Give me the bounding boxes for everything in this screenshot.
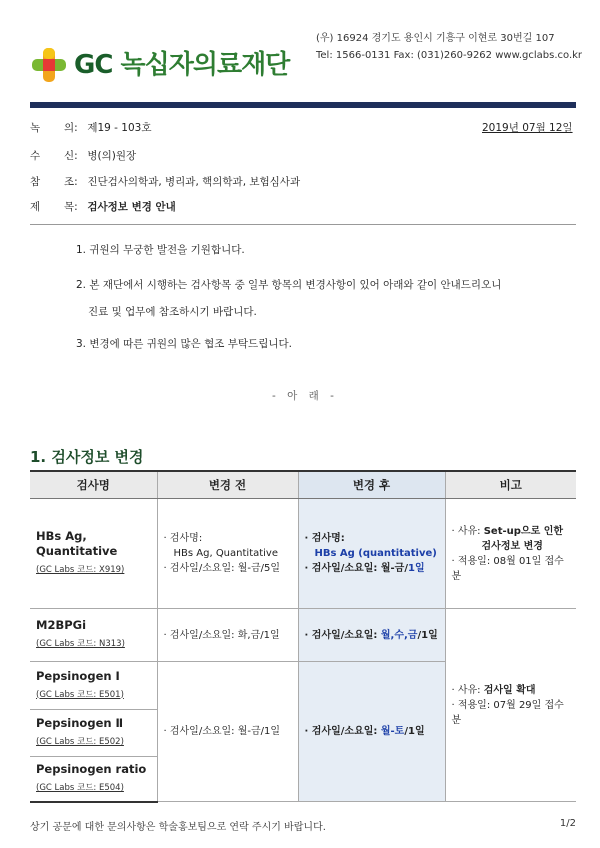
test-name-cell bbox=[30, 757, 157, 802]
test-code: (GC Labs 코드: E501) bbox=[36, 689, 124, 700]
recipient: 병(의)원장 bbox=[87, 150, 137, 162]
note-label: · 사유: bbox=[451, 684, 484, 696]
header-before: 변경 전 bbox=[157, 471, 298, 499]
after-line-highlight: HBs Ag (quantitative) bbox=[314, 548, 437, 559]
test-name: HBs Ag, Quantitative bbox=[36, 529, 118, 558]
doc-number: 제19 - 103호 bbox=[87, 122, 152, 134]
after-line-highlight: 1일 bbox=[408, 563, 425, 574]
after-line-highlight: 월-토 bbox=[380, 726, 405, 737]
before-cell bbox=[157, 499, 298, 609]
gc-logo bbox=[30, 40, 290, 84]
after-line: /1일 bbox=[417, 629, 438, 641]
recipient-key: 수 bbox=[30, 150, 41, 162]
note-cell bbox=[445, 499, 576, 609]
reference-key: 참 bbox=[30, 176, 41, 188]
footer-text: 상기 공문에 대한 문의사항은 학술홍보팀으로 연락 주시기 바랍니다. bbox=[30, 822, 326, 833]
test-code: (GC Labs 코드: X919) bbox=[36, 565, 125, 575]
after-line-highlight: 월,수,금 bbox=[380, 629, 418, 641]
after-line: · 검사일/소요일: bbox=[304, 726, 381, 737]
paragraph-1: 1. 귀원의 무궁한 발전을 기원합니다. bbox=[76, 244, 245, 256]
note-label: · 사유: bbox=[451, 525, 484, 537]
reference-row bbox=[30, 174, 300, 189]
test-name-cell bbox=[30, 499, 157, 609]
before-cell: · 검사일/소요일: 화,금/1일 bbox=[157, 609, 298, 662]
note-value: 검사일 확대 bbox=[483, 684, 536, 696]
reference-key2: 조: bbox=[64, 176, 78, 188]
note-value: Set-up으로 인한 bbox=[483, 525, 564, 537]
after-cell bbox=[298, 609, 445, 662]
test-name-cell bbox=[30, 662, 157, 710]
paragraph-3: 3. 변경에 따른 귀원의 많은 협조 부탁드립니다. bbox=[76, 338, 292, 350]
test-name: Pepsinogen Ⅰ bbox=[36, 668, 120, 683]
header-note: 비고 bbox=[445, 471, 576, 499]
table-header-row bbox=[30, 471, 576, 499]
header-test-name: 검사명 bbox=[30, 471, 157, 499]
reference: 진단검사의학과, 병리과, 핵의학과, 보험심사과 bbox=[87, 176, 301, 188]
note-cell-group bbox=[445, 609, 576, 802]
section-title bbox=[30, 446, 144, 467]
test-code: (GC Labs 코드: E504) bbox=[36, 782, 124, 793]
section-number: 1. bbox=[30, 448, 47, 466]
change-table bbox=[30, 470, 576, 803]
note-line: · 적용일: 08월 01일 접수분 bbox=[451, 555, 564, 582]
gc-cross-logo-icon bbox=[30, 46, 68, 84]
before-cell-group: · 검사일/소요일: 월-금/1일 bbox=[157, 662, 298, 802]
test-code: (GC Labs 코드: N313) bbox=[36, 639, 125, 649]
page-number: 1/2 bbox=[559, 818, 576, 829]
before-line: HBs Ag, Quantitative bbox=[173, 548, 279, 559]
section-title-text: 검사정보 변경 bbox=[51, 448, 144, 466]
logo-gc: GC bbox=[74, 50, 113, 80]
doc-number-key2: 의: bbox=[64, 122, 78, 134]
paragraph-2b: 진료 및 업무에 참조하시기 바랍니다. bbox=[88, 306, 257, 318]
note-value: 검사정보 변경 bbox=[481, 540, 543, 552]
footer bbox=[30, 818, 576, 833]
recipient-key2: 신: bbox=[64, 150, 78, 162]
after-line: · 검사일/소요일: bbox=[304, 629, 381, 641]
subject: 검사정보 변경 안내 bbox=[87, 201, 176, 213]
meta-separator bbox=[30, 224, 576, 225]
doc-number-row bbox=[30, 120, 152, 135]
after-cell-group bbox=[298, 662, 445, 802]
test-name-cell bbox=[30, 609, 157, 662]
header-after: 변경 후 bbox=[298, 471, 445, 499]
table-row bbox=[30, 499, 576, 609]
logo-korean-name: 녹십자의료재단 bbox=[120, 50, 290, 80]
after-cell bbox=[298, 499, 445, 609]
test-name: Pepsinogen ratio bbox=[36, 761, 147, 776]
subject-key: 제 bbox=[30, 201, 41, 213]
doc-number-key: 녹 bbox=[30, 122, 41, 134]
contact-line: Tel: 1566-0131 Fax: (031)260-9262 www.gclabs.co.kr bbox=[316, 50, 583, 61]
test-code: (GC Labs 코드: E502) bbox=[36, 737, 124, 747]
test-name-cell bbox=[30, 710, 157, 757]
subject-row bbox=[30, 199, 176, 214]
note-line: · 적용일: 07월 29일 접수분 bbox=[451, 699, 564, 726]
doc-date: 2019년 07월 12일 bbox=[482, 122, 573, 134]
header-divider-bar bbox=[30, 102, 576, 108]
after-line: · 검사명: bbox=[304, 533, 345, 544]
before-line: · 검사일/소요일: 월-금/5일 bbox=[163, 563, 281, 574]
subject-key2: 목: bbox=[64, 201, 78, 213]
table-row bbox=[30, 609, 576, 662]
before-line: · 검사명: bbox=[163, 533, 203, 544]
test-name: Pepsinogen Ⅱ bbox=[36, 716, 124, 730]
address-block bbox=[316, 30, 582, 64]
test-name: M2BPGi bbox=[36, 618, 87, 632]
address-line: (우) 16924 경기도 용인시 기흥구 이현로 30번길 107 bbox=[316, 33, 555, 44]
details-heading: - 아 래 - bbox=[272, 390, 338, 402]
recipient-row bbox=[30, 148, 136, 163]
after-line: /1일 bbox=[404, 726, 425, 737]
logo-wordmark bbox=[74, 44, 289, 81]
paragraph-2a: 2. 본 재단에서 시행하는 검사항목 중 일부 항목의 변경사항이 있어 아래와 같이 안내드리오니 bbox=[76, 279, 502, 291]
after-line: · 검사일/소요일: 월-금/ bbox=[304, 563, 408, 574]
